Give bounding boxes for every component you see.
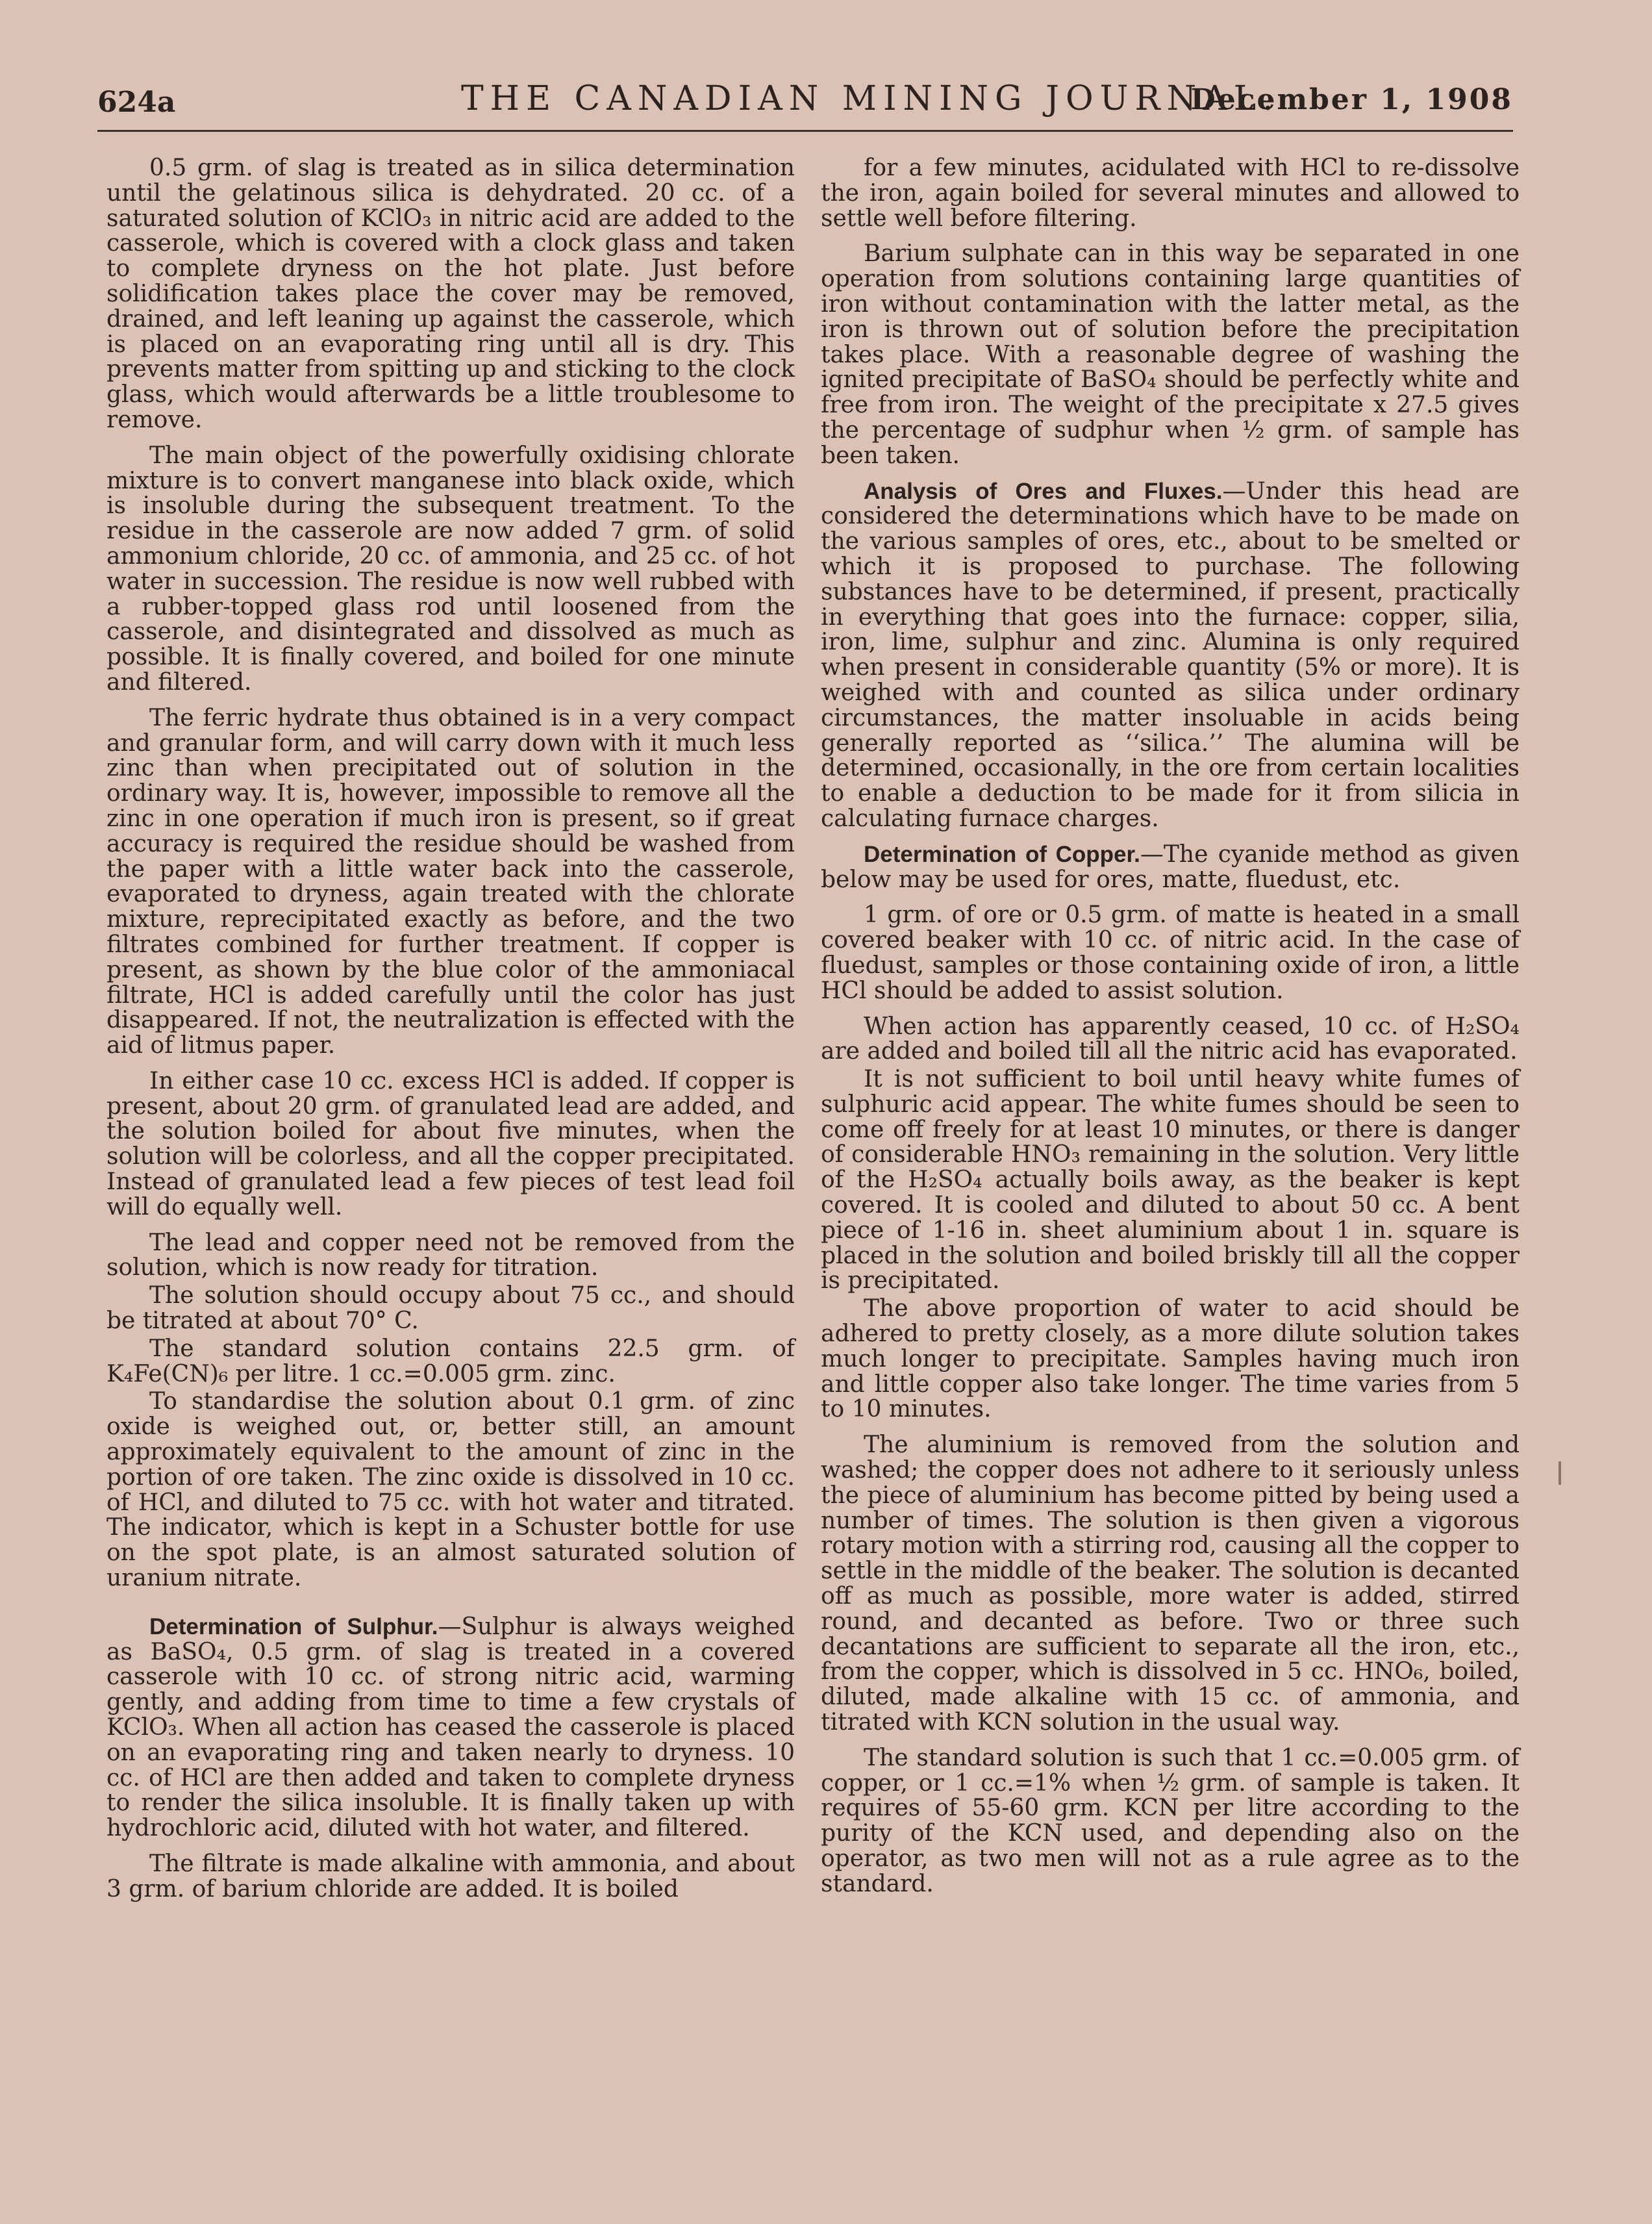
section-heading-copper: Determination of Copper. — [864, 841, 1140, 867]
paragraph: The above proportion of water to acid should be adhered to pretty closely, as a more dilute solution takes much longer to precipitate. Samples having much iron and little copper also take longer. The time varies from 5 to 10 minutes. — [821, 1295, 1520, 1423]
paragraph: The main object of the powerfully oxidising chlorate mixture is to convert manganese into black oxide, which is insoluble during the subsequent treatment. To the residue in the casserole are now added 7 grm. of solid ammonium chloride, 20 cc. of ammonia, and 25 cc. of hot water in succession. The residue is now well rubbed with a rubber-topped glass rod until loosened from the casserole, and disintegrated and dissolved as much as possible. It is finally covered, and boiled for one minute and filtered. — [106, 442, 795, 696]
paragraph-text: —Sulphur is always weighed as BaSO₄, 0.5 grm. of slag is treated in a covered casserole with 10 cc. of strong nitric acid, warming gently, and adding from time to time a few crystals of KClO₃. When all action has ceased the casserole is placed on an evaporating ring and taken nearly to dryness. 10 cc. of HCl are then added and taken to complete dryness to render the silica insoluble. It is finally taken up with hydrochloric acid, diluted with hot water, and filtered. — [106, 1613, 795, 1842]
section-heading-sulphur: Determination of Sulphur. — [149, 1613, 438, 1639]
section-heading-ores: Analysis of Ores and Fluxes. — [864, 478, 1223, 504]
paragraph-text: —The cyanide method as given below may be used for ores, matte, fluedust, etc. — [821, 840, 1520, 893]
paragraph: The solution should occupy about 75 cc., and should be titrated at about 70° C. — [106, 1282, 795, 1335]
paragraph: The standard solution contains 22.5 grm. of K₄Fe(CN)₆ per litre. 1 cc.=0.005 grm. zinc. — [106, 1335, 795, 1387]
margin-mark — [1558, 1461, 1561, 1485]
page-header — [97, 77, 1513, 129]
header-rule — [97, 130, 1513, 132]
journal-title: THE CANADIAN MINING JOURNAL. — [461, 79, 1280, 118]
paragraph: The ferric hydrate thus obtained is in a very compact and granular form, and will carry down with it much less zinc than when precipitated out of solution in the ordinary way. It is, however, impossible to remove all the zinc in one operation if much iron is present, so if great accuracy is required the residue should be washed from the paper with a little water back into the casserole, evaporated to dryness, again treated with the chlorate mixture, reprecipitated exactly as before, and the two filtrates combined for further treatment. If copper is present, as shown by the blue color of the ammoniacal filtrate, HCl is added carefully until the color has just disappeared. If not, the neutralization is effected with the aid of litmus paper. — [106, 704, 795, 1059]
paragraph-ores — [821, 479, 1520, 832]
paragraph: To standardise the solution about 0.1 grm. of zinc oxide is weighed out, or, better still, an amount approximately equivalent to the amount of zinc in the portion of ore taken. The zinc oxide is dissolved in 10 cc. of HCl, and diluted to 75 cc. with hot water and titrated. The indicator, which is kept in a Schuster bottle for use on the spot plate, is an almost saturated solution of uranium nitrate. — [106, 1388, 795, 1592]
paragraph-copper — [821, 842, 1520, 893]
paragraph: The filtrate is made alkaline with ammonia, and about 3 grm. of barium chloride are added. It is boiled — [106, 1851, 795, 1902]
paragraph: for a few minutes, acidulated with HCl to re-dissolve the iron, again boiled for several minutes and allowed to settle well before filtering. — [821, 155, 1520, 232]
paragraph: The aluminium is removed from the solution and washed; the copper does not adhere to it seriously unless the piece of aluminium has become pitted by being used a number of times. The solution is then given a vigorous rotary motion with a stirring rod, causing all the copper to settle in the middle of the beaker. The solution is decanted off as much as possible, more water is added, stirred round, and decanted as before. Two or three such decantations are sufficient to separate all the iron, etc., from the copper, which is dissolved in 5 cc. HNO₆, boiled, diluted, made alkaline with 15 cc. of ammonia, and titrated with KCN solution in the usual way. — [821, 1432, 1520, 1736]
paragraph: When action has apparently ceased, 10 cc. of H₂SO₄ are added and boiled till all the nitric acid has evaporated. — [821, 1013, 1520, 1065]
paragraph: It is not sufficient to boil until heavy white fumes of sulphuric acid appear. The white fumes should be seen to come off freely for at least 10 minutes, or there is danger of considerable HNO₃ remaining in the solution. Very little of the H₂SO₄ actually boils away, as the beaker is kept covered. It is cooled and diluted to about 50 cc. A bent piece of 1-16 in. sheet aluminium about 1 in. square is placed in the solution and boiled briskly till all the copper is precipitated. — [821, 1066, 1520, 1295]
right-column — [821, 156, 1520, 1908]
paragraph-sulphur — [106, 1615, 795, 1841]
paragraph-text: —Under this head are considered the determinations which have to be made on the various samples of ores, etc., about to be smelted or which it is proposed to purchase. The following substances have to be determined, if present, practically in everything that goes into the furnace: copper, silia, iron, lime, sulphur and zinc. Alumina is only required when present in considerable quantity (5% or more). It is weighed with and counted as silica under ordinary circumstances, the matter insoluable in acids being generally reported as ‘‘silica.’’ The alumina will be determined, occasionally, in the ore from certain localities to enable a deduction to be made for it from silicia in calculating furnace charges. — [821, 477, 1520, 832]
paragraph: 1 grm. of ore or 0.5 grm. of matte is heated in a small covered beaker with 10 cc. of nitric acid. In the case of fluedust, samples or those containing oxide of iron, a little HCl should be added to assist solution. — [821, 902, 1520, 1004]
left-column — [106, 156, 795, 1913]
paragraph: Barium sulphate can in this way be separated in one operation from solutions containing large quantities of iron without contamination with the latter metal, as the iron is thrown out of solution before the precipitation takes place. With a reasonable degree of washing the ignited precipitate of BaSO₄ should be perfectly white and free from iron. The weight of the precipitate x 27.5 gives the percentage of sudphur when ½ grm. of sample has been taken. — [821, 240, 1520, 469]
issue-date: December 1, 1908 — [1190, 83, 1513, 116]
paragraph: In either case 10 cc. excess HCl is added. If copper is present, about 20 grm. of granulated lead are added, and the solution boiled for about five minutes, when the solution will be colorless, and all the copper precipitated. Instead of granulated lead a few pieces of test lead foil will do equally well. — [106, 1067, 795, 1220]
paragraph: 0.5 grm. of slag is treated as in silica determination until the gelatinous silica is dehydrated. 20 cc. of a saturated solution of KClO₃ in nitric acid are added to the casserole, which is covered with a clock glass and taken to complete dryness on the hot plate. Just before solidification takes place the cover may be removed, drained, and left leaning up against the casserole, which is placed on an evaporating ring until all is dry. This prevents matter from spitting up and sticking to the clock glass, which would afterwards be a little troublesome to remove. — [106, 155, 795, 433]
page-number: 624a — [97, 86, 176, 119]
paragraph: The standard solution is such that 1 cc.=0.005 grm. of copper, or 1 cc.=1% when ½ grm. of sample is taken. It requires of 55-60 grm. KCN per litre according to the purity of the KCN used, and depending also on the operator, as two men will not as a rule agree as to the standard. — [821, 1744, 1520, 1897]
paragraph: The lead and copper need not be removed from the solution, which is now ready for titration. — [106, 1229, 795, 1282]
